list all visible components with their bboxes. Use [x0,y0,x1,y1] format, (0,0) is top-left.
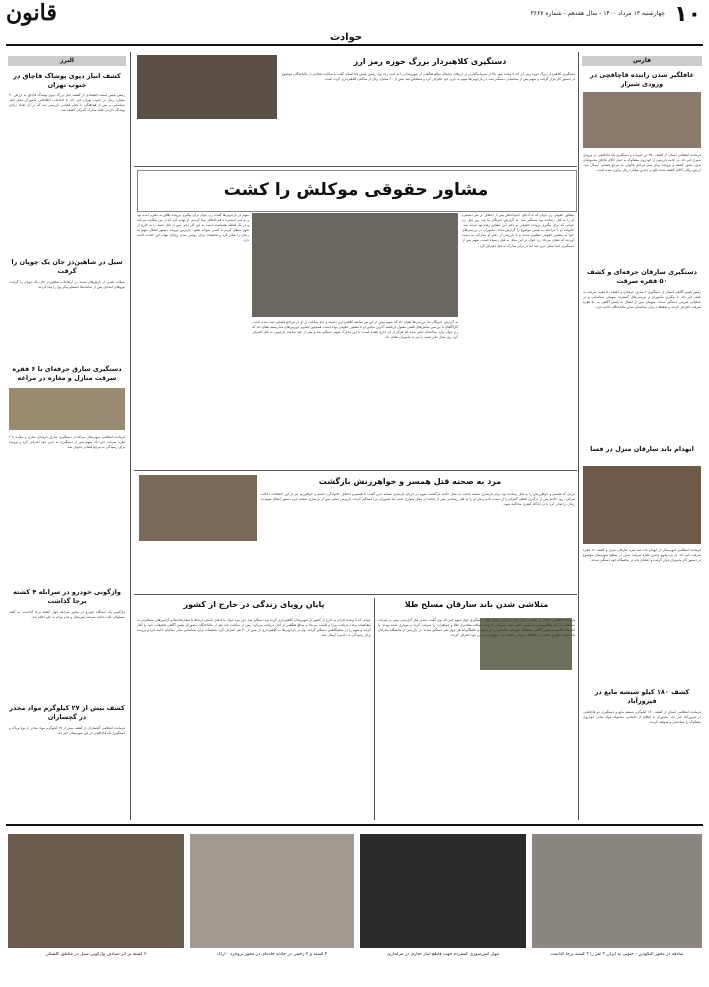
section-tag-left: البرز [8,56,126,66]
bottom-right-text: فرمانده انتظامی استان از متلاشی شدن باند سارقان مسلح طلا و دستگیری چهار متهم خبر داد. وی گفت: چندی قبل گزارشی مبنی بر سرقت مسلحانه از یک طلافروشی به پلیس اعلام شد. سارقان با تهدید اسلحه مقادیری طلا و جواهرات را سرقت کرده و متواری شده بودند. با اقدامات گسترده پلیس آگاهی مخفیگاه متهمان شناسایی و در عملیاتی غافلگیرانه هر چهار نفر دستگیر شدند. در بازرسی از مخفیگاه سارقان یک قبضه سلاح و بخشی از طلاهای سرقتی کشف شد. متهمان به جرم خود اعتراف کردند. [378,618,575,638]
right-text-3: فرمانده انتظامی شهرستان از انهدام باند سه نفره سارقان منزل و کشف ۱۲ فقره سرقت خبر داد. در پی وقوع چندین فقره سرقت منزل در سطح شهرستان موضوع در دستور کار ماموران قرار گرفت و اعضای باند در مخفیگاه خود دستگیر شدند. [583,548,701,563]
left-h4: واژگونی خودرو در سرابله ۴ کشته برجا گذاشت [13,588,121,605]
main-headline: مشاور حقوقی موکلش را کشت [223,180,489,200]
rule-mid [134,470,577,471]
strip-caption-1: صادقه در محور الیگودرز - جنوبی به ایران ۳ نفر را ۳ کشته برجا گذاشت [550,952,684,957]
mid-headline: مرد به صحنه قتل همسر و خواهرزنش بازگشت [318,477,502,486]
top-headline: دستگیری کلاهبردار بزرگ حوزه رمز ارز [353,57,507,66]
main-text-l: متهم در بازجویی‌ها گفت: زن جوان برای پیگیری پرونده طلاق به دفترم آمده بود و بر سر دستمزد با هم اختلاف پیدا کردیم. او تهدید کرد که از من شکایت می‌کند و در یک لحظه عصبانیت دست به این کار زدم. پس از قتل جسد را به خارج از شهر منتقل کردم تا کسی متوجه نشود. بازپرس پرونده دستور انتقال متهم به زندان را صادر کرد و تحقیقات برای روشن شدن زوایای پنهان این جنایت ادامه دارد. [137,213,249,243]
strip-caption-3: ۴ کشته و ۲ زخمی در حادثه جاده‌ای در محور بروجرد - اراک [216,952,328,957]
rule-top [134,166,577,167]
top-text: دستگیری کلاهبردار بزرگ حوزه رمز ارز که با وعده سود بالا از سرمایه‌گذاری در ارزهای دیجیتال مبالغ هنگفتی از شهروندان را به جیب زده بود. رئیس پلیس فتا استان گفت با شکایت تعدادی از مالباختگان موضوع در دستور کار قرار گرفت و متهم پس از شناسایی دستگیر شد. در بازجویی‌ها متهم به جرم خود اعتراف کرد و مشخص شد بیش از ۲۰ میلیارد ریال از شاکیان کلاهبرداری کرده است. [282,72,575,82]
right-h4: کشف ۱۸۰ کیلو شیشه مایع در فیروزآباد [594,688,690,705]
bottom-left-headline: پایان رویای زندگی در خارج از کشور [183,600,325,609]
strip-photo-2 [360,834,526,948]
left-h3: دستگیری سارق حرفه‌ای با ۶ فقره سرقت منازل و مغازه در مراغه [12,365,122,382]
logo: قانون [6,0,57,26]
rule-bottom [6,824,703,826]
right-photo-1 [583,92,701,148]
right-h2: دستگیری سارقان حرفه‌ای و کشف ۵۰ فقره سرقت [587,268,697,285]
strip-photo-1 [532,834,702,948]
left-h2: سیل در شاهین‌دژ جان یک چوپان را گرفت [11,258,123,275]
rule-bottom-split [374,598,375,820]
header-rule [6,44,703,46]
right-h3: انهدام باند سارقان منزل در فسا [590,445,694,453]
right-text-2: رئیس پلیس آگاهی استان از دستگیری ۲ سارق حرفه‌ای و کشف ۵۰ فقره سرقت به عنف خبر داد. با پیگیری ماموران و بررسی‌های گسترده متهمان شناسایی و در عملیاتی ضربتی دستگیر شدند. متهمان پس از انتقال به پلیس آگاهی به ۵۰ فقره سرقت اعتراف کردند و تحقیقات برای شناسایی سایر مالباختگان ادامه دارد. [583,290,701,310]
left-h1: کشف انبار دپوی پوشاک قاچاق در جنوب تهران [13,72,121,89]
main-photo [252,213,458,317]
right-text-1: فرمانده انتظامی استان از کشف ۲۵۰ تن حبوبات و دستگیری یک قاچاقچی در ورودی شیراز خبر داد. در ادامه بازرسی از خودروی مشکوک به حمل کالای قاچاق محموله‌ای بدون مجوز کشف و پرونده برای سیر مراحل قانونی به مرجع قضایی ارسال شد. ارزش ریالی کالای کشف شده بالغ بر چندین میلیارد ریال برآورد شده است. [583,153,701,173]
col-rule-left [130,52,131,820]
left-text-4: واژگونی یک دستگاه خودرو در محور سرابله چهار کشته برجا گذاشت. به گفته مسئولان علت حادثه سرعت غیرمجاز و عدم توجه به جلو اعلام شد. [9,610,125,620]
page-number: ۱۰ [674,2,701,27]
main-text-c: به گزارش خبرنگار ما، بررسی‌ها نشان داد که متهم پیش از این نیز سابقه کلاهبرداری داشته و چند شکایت از او در مراجع قضایی ثبت شده است. کارآگاهان با بررسی تماس‌های تلفنی مقتول دریافتند آخرین تماس او با مشاور حقوقی بوده است. همچنین تصاویر دوربین‌های مداربسته نشان داد که زن جوان وارد ساختمان دفتر شده اما هرگز از آن خارج نشده است. با این مدارک متهم دستگیر شد و پس از چند ساعت بازجویی به قتل اعتراف کرد. وی محل دفن جسد را نیز به ماموران نشان داد. [252,320,458,340]
strip-caption-4: ۲ کشته بر اثر تصادف واژگونی سیل در مناطق گلستان [45,952,147,957]
bottom-right-headline: متلاشی شدن باند سارقان مسلح طلا [404,600,549,609]
mid-text: مردی که همسر و خواهرزنش را به قتل رسانده بود برای بازسازی صحنه جنایت به محل حادثه بازگشت. متهم در جریان بازسازی صحنه جرم گفت: با همسرم اختلاف خانوادگی داشتم و خواهرزنم نیز در این اختلافات دخالت می‌کرد. روز حادثه پس از درگیری لفظی کنترلم را از دست دادم و هر دو را به قتل رساندم. پس از جنایت از محل متواری شدم اما ماموران مرا دستگیر کردند. بازپرس جنایی پس از بازسازی صحنه جرم دستور انتقال متهم به زندان را صادر کرد تا در دادگاه کیفری محاکمه شود. [261,492,575,507]
strip-caption-2: مهار آتش‌سوزی گسترده جهت قاطع انبار تجاری در مرغداری [387,952,499,957]
section-title: حوادث [330,32,363,43]
left-text-2: سیلاب ناشی از بارش‌های شدید در ارتفاعات شاهین‌دژ جان یک چوپان را گرفت. نیروهای امدادی پس از ساعت‌ها جستجو پیکر وی را پیدا کردند. [9,280,125,290]
right-h1: غافلگیر شدن راننده قاچاقچی در ورودی شیراز [589,71,695,88]
issue-date: چهارشنبه ۱۳ مرداد ۱۴۰۰ - سال هفدهم - شماره ۳۶۶۷ [530,10,665,17]
strip-photo-4 [8,834,184,948]
strip-photo-3 [190,834,354,948]
col-rule-right [578,52,579,820]
right-photo-2 [583,466,701,544]
left-text-5: فرمانده انتظامی گچساران از کشف بیش از ۲۷ کیلوگرم مواد مخدر از نوع تریاک و دستگیری یک قاچاقچی در این شهرستان خبر داد. [9,726,125,736]
section-tag-right: فارس [582,56,702,66]
right-text-4: فرمانده انتظامی استان از کشف ۱۸۰ کیلوگرم شیشه مایع و دستگیری دو قاچاقچی در فیروزآباد خبر داد. ماموران با اطلاع از جابجایی محموله مواد مخدر خودروی مشکوک را شناسایی و متوقف کردند. [583,710,701,725]
rule-mid2 [134,594,577,595]
left-h5: کشف بیش از ۲۷ کیلوگرم مواد مخدر در گچساران [9,704,125,721]
left-text-3: فرمانده انتظامی شهرستان مراغه از دستگیری سارق حرفه‌ای منازل و مغازه با ۶ فقره سرقت خبر داد. متهم پس از دستگیری به جرم خود اعتراف کرد و پرونده برای رسیدگی به مرجع قضایی تحویل شد. [9,435,125,450]
main-text-r: مشاور حقوقی زن جوان که به ادعای خانواده‌اش پس از اختلاف بر سر دستمزد او را به قتل رسانده بود دستگیر شد. به گزارش خبرنگار ما چند روز قبل زن جوانی که برای پیگیری پرونده حقوقی به دفتر این مشاور رفته بود ناپدید شد. خانواده او با مراجعه به پلیس موضوع را گزارش دادند. ماموران در بررسی‌های خود به مشاور حقوقی مظنون شدند و با بازرسی از دفتر او مدارکی به دست آوردند که نشان می‌داد زن جوان در این محل به قتل رسیده است. متهم پس از دستگیری ابتدا منکر جرم شد اما در برابر مدارک به قتل اعتراف کرد. [462,213,574,248]
left-photo-1 [9,388,125,430]
bottom-left-text: جوانی که با وعده اعزام به خارج از کشور از شهروندان کلاهبرداری کرده بود دستگیر شد. این مرد جوان با ادعای داشتن ارتباط با سفارتخانه‌ها و آژانس‌های مسافرتی به متقاضیان وعده دریافت ویزا و اقامت می‌داد و مبالغ هنگفتی از آنان دریافت می‌کرد. پس از شکایت چند نفر از مالباختگان ماموران پلیس آگاهی تحقیقات خود را آغاز کردند و متهم را در مخفیگاهش دستگیر کردند. وی در بازجویی‌ها به کلاهبرداری از بیش از ۳۰ نفر اعتراف کرد. تحقیقات برای شناسایی سایر شاکیان ادامه دارد و پرونده برای رسیدگی به دادسرا ارسال شد. [137,618,371,638]
left-text-1: رئیس پلیس امنیت اقتصادی از کشف انبار بزرگ دپوی پوشاک قاچاق به ارزش ۳۰ میلیارد ریال در جنوب تهران خبر داد. با اقدامات اطلاعاتی ماموران محل انبار شناسایی و پس از هماهنگی با مقام قضایی بازرسی شد که در آن تعداد زیادی پوشاک خارجی فاقد مدارک گمرکی کشف شد. [9,93,125,113]
